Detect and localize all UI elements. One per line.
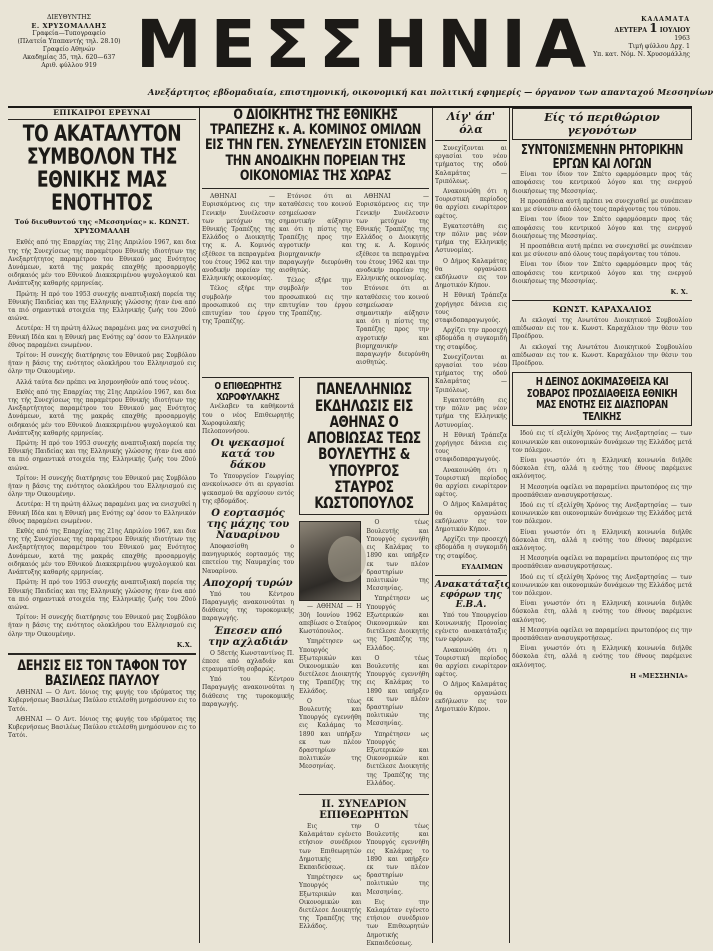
paragraph: Ο Δήμος Καλαμάτας θα οργανώσει εκδήλωσιν εις τον Δημοτικόν Κήπον. (435, 257, 507, 290)
divider (512, 300, 692, 301)
lower-section (202, 373, 429, 950)
paragraph: Είναι γνωστόν ότι η Ελληνική κοινωνία διήλθε δύσκολα έτη, αλλά η ενότης του έθνους παρέμεινε ακλόνητος. (512, 528, 692, 552)
paragraph: Ιδού εις τί εξελίχθη Χρόνος της Ανεξαρτησίας — των κοινωνικών και οικονομικών δυνάμεων της Ελλάδος μετά τον πόλεμον. (512, 501, 692, 526)
director-title: ΔΙΕΥΘΥΝΤΗΣ (47, 14, 91, 21)
paragraph: Εκθές από της Επαρχίας της 21ης Απριλίου 1967, και δια της τής Συνεχίσεως της παραμέτρου Εθνικής ιδιοτήτων της Ανεξαρτήτητος παραμέτρου του Εθνικού μας Ενότητος Δυνάμεων, κατά της μακράς επαχθής προσαρμογής οιδηκαιός μέν του Εθνικού Διακεκριμένου ψυχολογικού και Ανάπτυξης καθαρής ερμηνείας. (8, 388, 196, 437)
headline-king-paul: ΔΕΗΣΙΣ ΕΙΣ ΤΟΝ ΤΑΦΟΝ ΤΟΥ ΒΑΣΙΛΕΩΣ ΠΑΥΛΟΥ (17, 657, 187, 689)
paragraph: Η Μεσσηνία οφείλει να παραμείνει πρωτοπόρος εις την προσπάθειαν ανασυγκροτήσεως. (512, 483, 692, 499)
column-divider (199, 108, 200, 943)
masthead-left-info (10, 14, 128, 70)
paragraph: Το Υπουργείον Γεωργίας ανεκοίνωσεν ότι αι εργασίαι ψεκασμού θα αρχίσουν εντός της εβδομάδος. (202, 473, 294, 505)
day-number: 1 (649, 21, 658, 35)
paragraph: Είναι τον ίδιον τον Σπέτο εφαρμόσαμεν προς τάς αποφάσεις του κεντρικού λόγου και της ενεργού διοικήσεως της Μεσσηνίας. (512, 261, 692, 285)
paragraph: ΑΘΗΝΑΙ — Ο Αντ. Ιόνιος της φυγής του ιδρύματος της Κυβερνήσεως Βασιλέως Παύλου ετελέσθη μνημόσυνον εις το Τατόι. (8, 689, 196, 713)
paragraph: Η Εθνική Τράπεζα χορήγησε δάνεια εις τους σταφιδοπαραγωγούς. (435, 292, 507, 325)
briefs-body (435, 145, 507, 561)
paragraph: Ετόνισε ότι αι καταθέσεις του κοινού εσημείωσαν σημαντικήν αύξησιν και ότι η πίστις της Τραπέζης προς την αγροτικήν και βιομηχανικήν παραγωγήν διευρύνθη αισθητώς. (356, 285, 429, 367)
portrait-photo (299, 521, 361, 601)
paragraph: Συνεχίζονται αι εργασίαι του νέου τμήματος της οδού Καλαμάτας — Τριπόλεως. (435, 145, 507, 185)
paragraph: Ο τέως Βουλευτής και Υπουργός εγεννήθη εις Καλάμας το 1890 και υπήρξεν εκ των πλέον δραστηρίων πολιτικών της Μεσσηνίας. (299, 697, 362, 771)
paragraph: Αποφασίσθη ο πανηγυρικός εορτασμός της επετείου της Ναυμαχίας του Ναυαρίνου. (202, 542, 294, 575)
masthead-right-info (570, 16, 690, 59)
paragraph: Υπό του Κέντρου Παραγωγής ανακοινούται η διάθεσις της τυροκομικής παραγωγής. (202, 676, 294, 708)
paragraph: Πρώτη: Η πρό του 1953 συνεχής αναπτυξιακή πορεία της Εθνικής Παιδείας και της Ελληνικής γλώσσης ήταν ένα από τα πιό σημαντικά στοιχεία της Ελληνικής ζωής του 20ού αιώνα. (8, 440, 196, 472)
paragraph: Είναι τον ίδιον τον Σπέτο εφαρμόσαμεν προς τάς αποφάσεις του κεντρικού λόγου και της ενεργού διοικήσεως της Μεσσηνίας. (512, 171, 692, 195)
paragraph: Ιδού εις τί εξελίχθη Χρόνος της Ανεξαρτησίας — των κοινωνικών και οικονομικών δυνάμεων της Ελλάδος μετά τον πόλεμον. (512, 573, 692, 597)
headline-conference: ΙΙ. ΣΥΝΕΔΡΙΟΝ ΕΠΙΘΕΩΡΗΤΩΝ (319, 798, 409, 821)
lead-byline: Τού διευθυντού της «Μεσσηνίας» κ. ΚΩΝΣΤ. ΧΡΥΣΟΜΑΛΛΗ (14, 218, 190, 236)
paragraph: Ανέλαβεν τα καθήκοντά του ο νέος Επιθεωρητής Χωροφυλακής Πελοποννήσου. (202, 403, 294, 435)
headline-pear-tree: Έπεσεν από την αχλαδιάν (208, 625, 288, 648)
paragraph: Η προσπάθεια αυτή πρέπει να συνεχισθεί με συνέπειαν και με σύνεσιν από όλους τους παράγοντας του τόπου. (512, 197, 692, 214)
headline-unity: Η ΔΕΙΝΟΣ ΔΟΚΙΜΑΣΘΕΙΣΑ ΚΑΙ ΣΟΒΑΡΟΣ ΠΡΟΣΔΙΑΘΕΙΣΑ ΕΘΝΙΚΗ ΜΑΣ ΕΝΟΤΗΣ ΕΙΣ ΔΙΑΣΠΟΡΑΝ ΤΕΛΙΚΗΣ (526, 375, 678, 423)
paragraph: Ανακοινώθη ότι η Τουριστική περίοδος θα αρχίσει ενωρίτερον εφέτος. (435, 188, 507, 220)
paragraph: Δευτέρα: Η τη πρώτη άλλως παραμένει μας να ενισχυθεί η Εθνική Ιδέα και η Εθνική μας Ενότης εφ' όσον το Ελληνικόν έθνος παραμένει ενωμένον. (8, 325, 196, 349)
photo-caption: — ΑΘΗΝΑΙ — Η 30ή Ιουνίου 1962 απεβίωσε ο Σταύρος Κωστόπουλος. (299, 603, 362, 636)
lead-signature: Κ.Χ. (176, 640, 192, 649)
margins-head-box (512, 108, 692, 140)
office-2: Γραφείο Αθηνών (42, 46, 96, 53)
paragraph: Υπηρέτησεν ως Υπουργός Εξωτερικών και Οικονομικών και διετέλεσε Διοικητής της Τραπέζης της Ελλάδος. (299, 638, 362, 695)
paragraph: Ανακοινώθη ότι η Τουριστική περίοδος θα αρχίσει ενωρίτερον εφέτος. (435, 646, 507, 679)
lead-headline: ΤΟ ΑΚΑΤΑΛΥΤΟΝ ΣΥΜΒΟΛΟΝ ΤΗΣ ΕΘΝΙΚΗΣ ΜΑΣ ΕΝΟΤΗΤΟΣ (22, 122, 182, 217)
paragraph: Η Μεσσηνία οφείλει να παραμείνει πρωτοπόρος εις την προσπάθειαν ανασυγκροτήσεως. (512, 555, 692, 571)
price: Τιμή φύλλου Δρχ. 1 (628, 43, 690, 50)
column-divider (432, 108, 433, 943)
kostopoulos-box (299, 377, 429, 515)
margins-head: Είς τό περιθώριον γεγονότων (544, 111, 660, 137)
divider (202, 188, 429, 189)
unity-box (512, 372, 692, 426)
paragraph: ΑΘΗΝΑΙ — Ευρισκόμενος εις την Γενικήν Συνέλευσιν των μετόχων της Εθνικής Τραπέζης της Ελλάδος ο Διοικητής της κ. Α. Κομινός εξέθεσε τα πεπραγμένα του έτους 1962 και την ανοδικήν πορείαν της Ελληνικής οικονομίας. (356, 193, 429, 283)
editor: Υπ. κατ. Νόμ. Ν. Χρυσομάλλης (593, 51, 690, 58)
paragraph: Αλλά ταύτα δεν πρέπει να λησμονηθούν από τους νέους. (16, 378, 190, 386)
tagline: Ανεξάρτητος εβδομαδιαία, επιστημονική, οικονομική και πολιτική εφημερίς — όργανον των απανταχού Μεσσηνίων (148, 87, 713, 97)
briefs-signature: ΕΥΔΑΙΜΩΝ (461, 562, 503, 571)
bank-article-body (202, 193, 429, 369)
briefs-head: Λίγ' άπ' όλα (446, 110, 496, 136)
paragraph: Ο τέως Βουλευτής και Υπουργός εγεννήθη εις Καλάμας το 1890 και υπήρξεν εκ των πλέον δραστηρίων πολιτικών της Μεσσηνίας. (366, 822, 429, 896)
paragraph: Είναι τον ίδιον τον Σπέτο εφαρμόσαμεν προς τάς αποφάσεις του κεντρικού λόγου και της ενεργού διοικήσεως της Μεσσηνίας. (512, 216, 692, 240)
paragraph: Υπό του Κέντρου Παραγωγής ανακοινούται η διάθεσις της τυροκομικής παραγωγής. (202, 590, 294, 623)
month: ΙΟΥΛΙΟΥ (659, 27, 690, 34)
paragraph: Τέλος εξήρε την συμβολήν του προσωπικού εις την επιτυχίαν του έργου της Τραπέζης. (279, 277, 352, 317)
unity-signature: Η «ΜΕΣΣΗΝΙΑ» (629, 671, 688, 680)
divider (8, 653, 196, 655)
paragraph: Εγκατεστάθη εις την πόλιν μας νέον τμήμα της Ελληνικής Αστυνομίας. (435, 396, 507, 429)
short-news-column (202, 373, 294, 950)
paragraph: Εκθές από της Επαρχίας της 21ης Απριλίου 1967, και δια της τής Συνεχίσεως της παραμέτρου Εθνικής ιδιοτήτων της Ανεξαρτήτητος παραμέτρου του Εθνικού μας Ενότητος Δυνάμεων, κατά της μακράς επαχθής προσαρμογής οιδηκαιός μέν του Εθνικού Διακεκριμένου ψυχολογικού και Ανάπτυξης καθαρής ερμηνείας. (8, 528, 196, 577)
headline-gendarmerie: Ο ΕΠΙΘΕΩΡΗΤΗΣ ΧΩΡΟΦΥΛΑΚΗΣ (214, 381, 282, 403)
paragraph: Αρχίζει την προσεχή εβδομάδα η συγκομιδή της σταφίδος. (435, 536, 507, 560)
paragraph: Αρχίζει την προσεχή εβδομάδα η συγκομιδή της σταφίδος. (435, 327, 507, 351)
office-1-address: (Πλατεία Υπαπαντής τηλ. 28.10) (17, 38, 121, 45)
day-label: ΔΕΥΤΕΡΑ (614, 27, 648, 34)
divider (435, 140, 507, 141)
paragraph: ΑΘΗΝΑΙ — Ο Αντ. Ιόνιος της φυγής του ιδρύματος της Κυβερνήσεως Βασιλέως Παύλου ετελέσθη μνημόσυνον εις το Τατόι. (8, 715, 196, 740)
divider (299, 794, 429, 795)
paragraph: Είναι γνωστόν ότι η Ελληνική κοινωνία διήλθε δύσκολα έτη, αλλά η ενότης του έθνους παρέμεινε ακλόνητος. (512, 456, 692, 481)
issue-date (570, 21, 690, 35)
columns (8, 107, 692, 947)
masthead (8, 6, 713, 108)
headline-karachalios: ΚΩΝΣΤ. ΚΑΡΑΧΑΛΙΟΣ (552, 303, 652, 314)
office-1: Γραφεία—Τυπογραφείο (32, 30, 106, 37)
year: 1963 (674, 35, 690, 42)
paragraph: Είναι γνωστόν ότι η Ελληνική κοινωνία διήλθε δύσκολα έτη, αλλά η ενότης του έθνους παρέμεινε ακλόνητος. (512, 600, 692, 624)
column-briefs (435, 108, 510, 943)
paragraph: Πρώτη: Η πρό του 1953 συνεχής αναπτυξιακή πορεία της Εθνικής Παιδείας και της Ελληνικής γλώσσης ήταν ένα από τα πιό σημαντικά στοιχεία της Ελληνικής ζωής του 20ού αιώνα. (8, 579, 196, 611)
headline-rhetoric: ΣΥΝΤΟΝΙΣΜΕΝΗΝ ΡΗΤΟΡΙΚΗΝ ΕΡΓΩΝ ΚΑΙ ΛΟΓΩΝ (520, 143, 683, 172)
column-divider (509, 108, 510, 943)
paragraph: Είναι γνωστόν ότι η Ελληνική κοινωνία διήλθε δύσκολα έτη, αλλά η ενότης του έθνους παρέμεινε ακλόνητος. (512, 645, 692, 669)
section-label: ΕΠΙΚΑΙΡΟΙ ΕΡΕΥΝΑΙ (8, 108, 196, 120)
paragraph: Τρίτον: Η συνεχής διατήρησις του Εθνικού μας Συμβόλου ήταν η βάσις της ενότητος ολοκλήρου του Ελληνισμού εις όλην την Οικουμένην. (8, 614, 196, 638)
paragraph: Υπηρέτησεν ως Υπουργός Εξωτερικών και Οικονομικών και διετέλεσε Διοικητής της Τραπέζης της Ελλάδος. (366, 730, 429, 787)
newspaper-title: ΜΕΣΣΗΝΙΑ (136, 6, 596, 83)
divider (435, 575, 507, 576)
column-lead-article (8, 108, 196, 943)
paragraph: Ανακοινώθη ότι η Τουριστική περίοδος θα αρχίσει ενωρίτερον εφέτος. (435, 466, 507, 499)
director-name: Ε. ΧΡΥΣΟΜΑΛΛΗΣ (31, 22, 107, 30)
paragraph: Αι εκλογαί της Ανωτάτου Διοικητικού Συμβουλίου απέδωσαν εις τον κ. Κωνστ. Καραχάλιον την θέσιν του Προέδρου. (512, 343, 692, 367)
conference-body (299, 823, 429, 950)
kostopoulos-body (299, 519, 429, 790)
paragraph: Ετόνισε ότι αι καταθέσεις του κοινού εσημείωσαν σημαντικήν αύξησιν και ότι η πίστις της Τραπέζης προς την αγροτικήν και βιομηχανικήν παραγωγήν διευρύνθη αισθητώς. (279, 193, 352, 274)
paragraph: ΑΘΗΝΑΙ — Ευρισκόμενος εις την Γενικήν Συνέλευσιν των μετόχων της Εθνικής Τραπέζης της Ελλάδος ο Διοικητής της κ. Α. Κομινός εξέθεσε τα πεπραγμένα του έτους 1962 και την ανοδικήν πορείαν της Ελληνικής οικονομίας. (202, 193, 275, 283)
paragraph: Ιδού εις τί εξελίχθη Χρόνος της Ανεξαρτησίας — των κοινωνικών και οικονομικών δυνάμεων της Ελλάδος μετά τον πόλεμον. (512, 430, 692, 454)
lead-article-body (8, 239, 196, 638)
bank-headline: Ο ΔΙΟΙΚΗΤΗΣ ΤΗΣ ΕΘΝΙΚΗΣ ΤΡΑΠΕΖΗΣ κ. Α. ΚΟΜΙΝΟΣ ΟΜΙΛΩΝ ΕΙΣ ΤΗΝ ΓΕΝ. ΣΥΝΕΛΕΥΣΙΝ ΕΤΟΝΙΣΕΝ ΤΗΝ ΑΝΟΔΙΚΗΝ ΠΟΡΕΙΑΝ ΤΗΣ ΟΙΚΟΝΟΜΙΑΣ ΤΗΣ ΧΩΡΑΣ (204, 107, 427, 184)
divider (202, 377, 294, 378)
paragraph: Τρίτον: Η συνεχής διατήρησις του Εθνικού μας Συμβόλου ήταν η βάσις της ενότητος ολοκλήρου του Ελληνισμού εις όλην την Οικουμένην. (8, 352, 196, 376)
paragraph: Η Εθνική Τράπεζα χορήγησε δάνεια εις τους σταφιδοπαραγωγούς. (435, 431, 507, 464)
paragraph: Αι εκλογαί της Ανωτάτου Διοικητικού Συμβουλίου απέδωσαν εις τον κ. Κωνστ. Καραχάλιον την θέσιν του Προέδρου. (512, 316, 692, 341)
kostopoulos-box-column (299, 373, 429, 950)
column-national-bank (202, 107, 429, 947)
city: ΚΑΛΑΜΑΤΑ (641, 16, 690, 23)
paragraph: Υπό του Υπουργείου Κοινωνικής Προνοίας εγένετο ανακατάταξις των εφόρων. (435, 611, 507, 644)
column-margins (512, 108, 692, 943)
paragraph: Ο τέως Βουλευτής και Υπουργός εγεννήθη εις Καλάμας το 1890 και υπήρξεν εκ των πλέον δραστηρίων πολιτικών της Μεσσηνίας. (366, 654, 429, 728)
office-2-address: Ακαδημίας 35, τηλ. 620—637 (22, 54, 116, 61)
paragraph: Συνεχίζονται αι εργασίαι του νέου τμήματος της οδού Καλαμάτας — Τριπόλεως. (435, 353, 507, 394)
paragraph: Τέλος εξήρε την συμβολήν του προσωπικού εις την επιτυχίαν του έργου της Τραπέζης. (202, 285, 275, 326)
paragraph: Τρίτον: Η συνεχής διατήρησις του Εθνικού μας Συμβόλου ήταν η βάσις της ενότητος ολοκλήρου του Ελληνισμού εις όλην την Οικουμένην. (8, 474, 196, 499)
paragraph: Εις την Καλαμάταν εγένετο ετήσιον συνέδριον των Επιθεωρητών Δημοτικής Εκπαιδεύσεως. (366, 898, 429, 947)
paragraph: Εις την Καλαμάταν εγένετο ετήσιον συνέδριον των Επιθεωρητών Δημοτικής Εκπαιδεύσεως. (299, 822, 362, 871)
king-paul-body (8, 689, 196, 740)
headline-cheese: Αποχορή τυρών (203, 577, 293, 589)
paragraph: Ο 58ετής Κωνσταντίνος Π. έπεσε από αχλαδιάν και ετραυματίσθη σοβαρώς. (202, 649, 294, 674)
paragraph: Πρώτη: Η πρό του 1953 συνεχής αναπτυξιακή πορεία της Εθνικής Παιδείας και της Ελληνικής γλώσσης ήταν ένα από τα πιό σημαντικά στοιχεία της Ελληνικής ζωής του 20ού αιώνα. (8, 290, 196, 323)
issue-number: Αριθ. φύλλου 919 (41, 62, 97, 69)
paragraph: Εκθές από της Επαρχίας της 21ης Απριλίου 1967, και δια της τής Συνεχίσεως της παραμέτρου Εθνικής ιδιοτήτων της Ανεξαρτήτητος παραμέτρου του Εθνικού μας Ενότητος Δυνάμεων, κατά της μακράς επαχθής προσαρμογής οιδηκαιός μέν του Εθνικού Διακεκριμένου ψυχολογικού και Ανάπτυξης καθαρής ερμηνείας. (8, 239, 196, 288)
headline-navarino: Ο εορτασμός της μάχης του Ναυαρίνου (206, 507, 290, 541)
paragraph: Ο τέως Βουλευτής και Υπουργός εγεννήθη εις Καλάμας το 1890 και υπήρξεν εκ των πλέον δραστηρίων πολιτικών της Μεσσηνίας. (366, 519, 429, 593)
paragraph: Υπηρέτησεν ως Υπουργός Εξωτερικών και Οικονομικών και διετέλεσε Διοικητής της Τραπέζης της Ελλάδος. (366, 595, 429, 652)
headline-spraying: Οι ψεκασμοί κατά του δάκου (211, 438, 285, 472)
unity-body (512, 430, 692, 669)
rhetoric-body (512, 171, 692, 286)
paragraph: Υπηρέτησεν ως Υπουργός Εξωτερικών και Οικονομικών και διετέλεσε Διοικητής της Τραπέζης της Ελλάδος. (299, 874, 362, 931)
rhetoric-signature: Κ. Χ. (670, 287, 688, 296)
paragraph: Εγκατεστάθη εις την πόλιν μας νέον τμήμα της Ελληνικής Αστυνομίας. (435, 222, 507, 255)
headline-eva: Ανακατάταξις εφόρων της Ε.Β.Α. (435, 579, 510, 610)
paragraph: Ο Δήμος Καλαμάτας θα οργανώσει εκδήλωσιν εις τον Δημοτικόν Κήπον. (435, 681, 507, 713)
kostopoulos-headline: ΠΑΝΕΛΛΗΝΙΩΣ ΕΚΔΗΛΩΣΙΣ ΕΙΣ ΑΘΗΝΑΣ Ο ΑΠΟΒΙΩΣΑΣ ΤΕΩΣ ΒΟΥΛΕΥΤΗΣ & ΥΠΟΥΡΓΟΣ ΣΤΑΥΡΟΣ ΚΩΣΤΟΠΟΥΛΟΣ (307, 380, 421, 513)
paragraph: Δευτέρα: Η τη πρώτη άλλως παραμένει μας να ενισχυθεί η Εθνική Ιδέα και η Εθνική μας Ενότης εφ' όσον το Ελληνικόν έθνος παραμένει ενωμένον. (8, 501, 196, 525)
paragraph: Η Μεσσηνία οφείλει να παραμείνει πρωτοπόρος εις την προσπάθειαν ανασυγκροτήσεως. (512, 626, 692, 642)
paragraph: Ο Δήμος Καλαμάτας θα οργανώσει εκδήλωσιν εις τον Δημοτικόν Κήπον. (435, 501, 507, 533)
paragraph: Η προσπάθεια αυτή πρέπει να συνεχισθεί με συνέπειαν και με σύνεσιν από όλους τους παράγοντας του τόπου. (512, 242, 692, 259)
